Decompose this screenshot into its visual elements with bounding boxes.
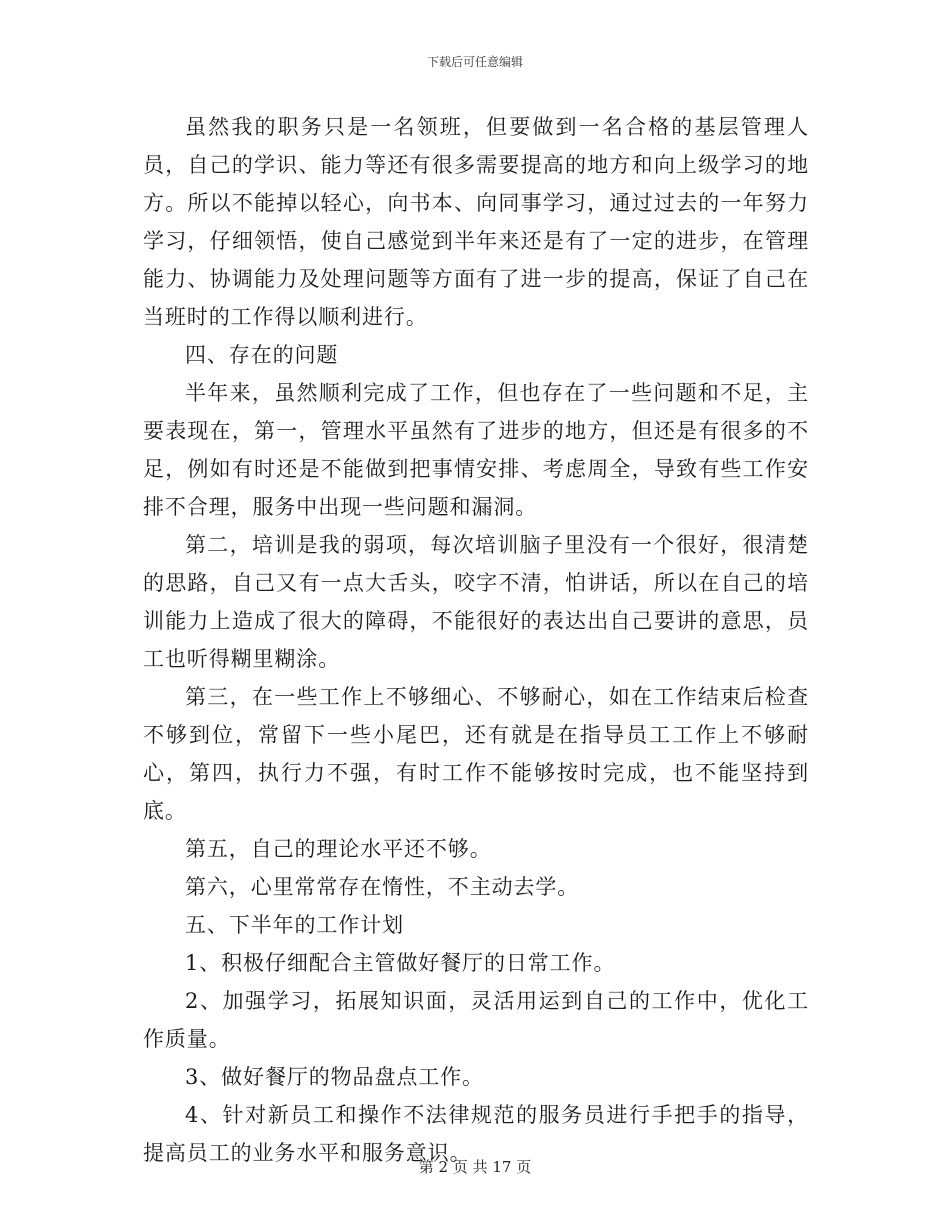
section-heading-plan: 五、下半年的工作计划 bbox=[185, 913, 404, 937]
document-body bbox=[143, 108, 809, 1172]
paragraph-self-assessment: 虽然我的职务只是一名领班，但要做到一名合格的基层管理人员，自己的学识、能力等还有很多需要提高的地方和向上级学习的地方。所以不能掉以轻心，向书本、向同事学习，通过过去的一年努力学习，仔细领悟，使自己感觉到半年来还是有了一定的进步，在管理能力、协调能力及处理问题等方面有了进一步的提高，保证了自己在当班时的工作得以顺利进行。 bbox=[143, 115, 809, 329]
plan-item-4: 4、针对新员工和操作不法律规范的服务员进行手把手的指导，提高员工的业务水平和服务意识。 bbox=[143, 1103, 809, 1165]
plan-item-3: 3、做好餐厅的物品盘点工作。 bbox=[185, 1065, 484, 1089]
page-header-note: 下载后可任意编辑 bbox=[426, 55, 523, 69]
paragraph-problem-1: 半年来，虽然顺利完成了工作，但也存在了一些问题和不足，主要表现在，第一，管理水平虽然有了进步的地方，但还是有很多的不足，例如有时还是不能做到把事情安排、考虑周全，导致有些工作安排不合理，服务中出现一些问题和漏洞。 bbox=[143, 381, 809, 519]
paragraph-problem-3-4: 第三，在一些工作上不够细心、不够耐心，如在工作结束后检查不够到位，常留下一些小尾巴，还有就是在指导员工工作上不够耐心，第四，执行力不强，有时工作不能够按时完成，也不能坚持到底。 bbox=[143, 685, 809, 823]
page-number: 第 2 页 共 17 页 bbox=[418, 1158, 532, 1176]
paragraph-problem-6: 第六，心里常常存在惰性，不主动去学。 bbox=[185, 875, 580, 899]
paragraph-problem-2: 第二，培训是我的弱项，每次培训脑子里没有一个很好，很清楚的思路，自己又有一点大舌头，咬字不清，怕讲话，所以在自己的培训能力上造成了很大的障碍，不能很好的表达出自己要讲的意思，员工也听得糊里糊涂。 bbox=[143, 533, 809, 671]
plan-item-2: 2、加强学习，拓展知识面，灵活用运到自己的工作中，优化工作质量。 bbox=[143, 989, 809, 1051]
paragraph-problem-5: 第五，自己的理论水平还不够。 bbox=[185, 837, 492, 861]
section-heading-problems: 四、存在的问题 bbox=[185, 343, 339, 367]
plan-item-1: 1、积极仔细配合主管做好餐厅的日常工作。 bbox=[185, 951, 616, 975]
